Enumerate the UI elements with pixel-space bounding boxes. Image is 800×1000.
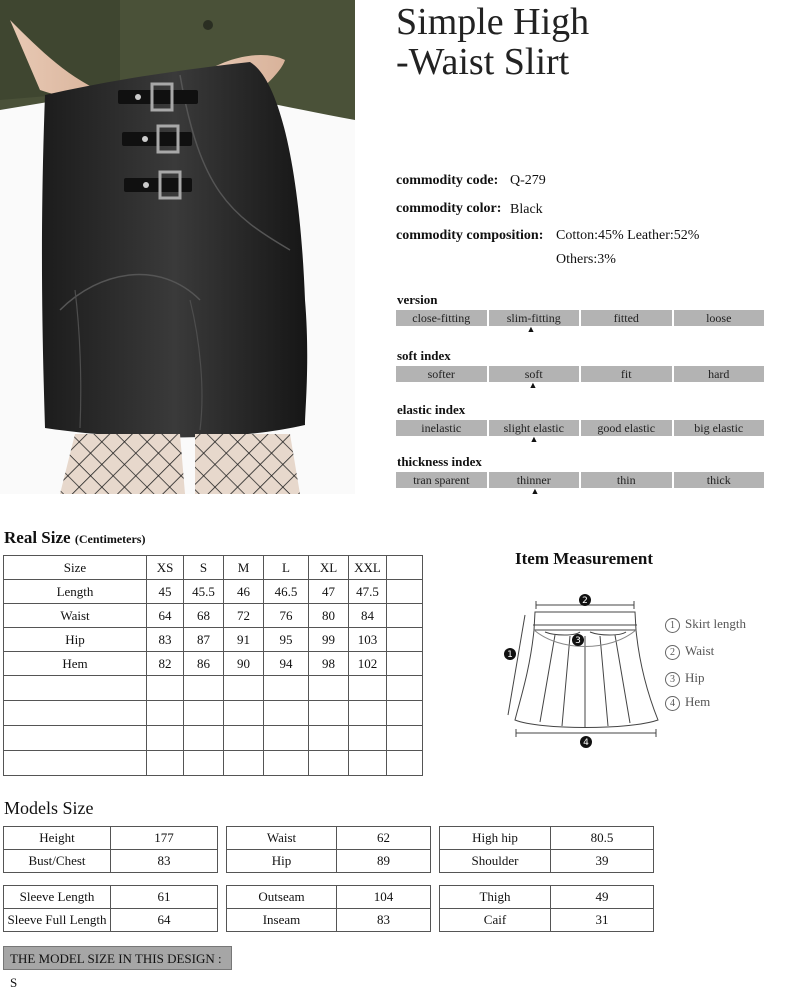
table-cell: 86 [184,652,224,676]
model-value: 83 [111,850,218,873]
table-row [4,580,423,604]
table-row [4,850,218,873]
spec-commodity-color [396,201,543,217]
table-row [4,628,423,652]
row-label: Length [4,580,147,604]
spec-value: Cotton:45% Leather:52% [556,228,700,243]
table-row [227,909,431,932]
legend-hem [665,694,710,711]
attr-option: slim-fitting [489,310,580,326]
model-value: 80.5 [551,827,654,850]
model-label: Sleeve Length [4,886,111,909]
attr-thickness-bar [396,472,764,488]
table-row-empty [4,751,423,776]
model-value: 49 [551,886,654,909]
model-label: Outseam [227,886,337,909]
spec-value-2: Others:3% [556,252,616,267]
table-cell: 83 [147,628,184,652]
table-row [440,909,654,932]
attr-soft-title: soft index [397,348,451,363]
model-label: Height [4,827,111,850]
row-label: Hem [4,652,147,676]
model-table [226,826,431,873]
header-cell: XL [309,556,349,580]
spec-label: commodity code: [396,173,499,188]
attr-version-title: version [397,292,438,307]
table-cell: 46.5 [264,580,309,604]
attr-option: inelastic [396,420,487,436]
legend-number: 2 [665,645,680,660]
table-row [4,886,218,909]
table-row [227,850,431,873]
legend-label: Hip [685,670,705,685]
table-cell: 84 [349,604,387,628]
table-cell: 103 [349,628,387,652]
attr-option: close-fitting [396,310,487,326]
legend-label: Skirt length [685,616,747,631]
selected-marker-icon: ▲ [528,380,538,390]
table-cell: 99 [309,628,349,652]
table-row [440,886,654,909]
table-row [4,652,423,676]
table-cell: 76 [264,604,309,628]
real-size-title [4,528,145,548]
table-row [440,827,654,850]
spec-value: Q-279 [510,173,546,188]
svg-text:2: 2 [582,596,588,606]
model-label: Caif [440,909,551,932]
empty-cell [387,628,423,652]
spec-value: Black [510,202,543,217]
product-title [396,2,589,82]
legend-hip [665,670,705,687]
attr-option: soft [489,366,580,382]
model-size-note: THE MODEL SIZE IN THIS DESIGN : S [3,946,232,970]
table-cell: 90 [224,652,264,676]
svg-text:3: 3 [575,636,581,646]
model-value: 62 [337,827,431,850]
table-cell: 91 [224,628,264,652]
real-size-title-text: Real Size [4,528,71,547]
model-table [439,885,654,932]
legend-skirt-length [665,616,746,633]
header-cell: XXL [349,556,387,580]
model-value: 177 [111,827,218,850]
legend-number: 3 [665,672,680,687]
empty-cell [387,604,423,628]
empty-cell [387,580,423,604]
model-label: Shoulder [440,850,551,873]
model-table [3,885,218,932]
table-row-empty [4,701,423,726]
spec-commodity-composition [396,228,700,267]
row-label: Waist [4,604,147,628]
item-measurement-title: Item Measurement [515,549,654,568]
table-row-empty [4,676,423,701]
selected-marker-icon: ▲ [529,434,539,444]
table-row [4,909,218,932]
model-value: 64 [111,909,218,932]
header-cell: M [224,556,264,580]
real-size-table [3,555,423,776]
attr-option: tran sparent [396,472,487,488]
title-line-1: Simple High [396,1,590,43]
empty-cell [387,556,423,580]
model-value: 61 [111,886,218,909]
model-label: Bust/Chest [4,850,111,873]
svg-text:1: 1 [507,650,513,660]
table-row-empty [4,726,423,751]
header-cell: XS [147,556,184,580]
spec-label: commodity color: [396,201,502,216]
table-cell: 45 [147,580,184,604]
legend-waist [665,643,714,660]
table-row [440,850,654,873]
selected-marker-icon: ▲ [530,486,540,496]
attr-option: hard [674,366,765,382]
attr-option: thin [581,472,672,488]
attr-option: thick [674,472,765,488]
model-value: 83 [337,909,431,932]
table-cell: 46 [224,580,264,604]
model-value: 89 [337,850,431,873]
table-row [4,827,218,850]
model-value: 104 [337,886,431,909]
header-cell: S [184,556,224,580]
table-cell: 87 [184,628,224,652]
attr-option: fit [581,366,672,382]
model-value: 31 [551,909,654,932]
table-cell: 102 [349,652,387,676]
legend-number: 1 [665,618,680,633]
row-label: Hip [4,628,147,652]
model-table [226,885,431,932]
legend-label: Waist [685,643,715,658]
spec-label: commodity composition: [396,228,544,243]
model-table [439,826,654,873]
table-cell: 80 [309,604,349,628]
table-cell: 72 [224,604,264,628]
product-photo [0,0,355,494]
table-cell: 82 [147,652,184,676]
header-cell: Size [4,556,147,580]
attr-elastic-title: elastic index [397,402,466,417]
title-line-2: -Waist Slirt [396,41,570,83]
attr-thickness-title: thickness index [397,454,482,469]
model-value: 39 [551,850,654,873]
legend-label: Hem [685,694,711,709]
model-table [3,826,218,873]
model-label: Sleeve Full Length [4,909,111,932]
table-row [4,604,423,628]
real-size-unit: (Centimeters) [74,532,146,546]
empty-cell [387,652,423,676]
model-label: High hip [440,827,551,850]
spec-commodity-code [396,173,546,189]
table-header-row [4,556,423,580]
attr-option: big elastic [674,420,765,436]
attr-soft-bar [396,366,764,382]
table-cell: 47 [309,580,349,604]
svg-text:4: 4 [583,738,589,748]
attr-version-bar [396,310,764,326]
table-cell: 64 [147,604,184,628]
header-cell: L [264,556,309,580]
model-label: Waist [227,827,337,850]
table-cell: 95 [264,628,309,652]
attr-option: fitted [581,310,672,326]
selected-marker-icon: ▲ [526,324,536,334]
skirt-diagram [500,590,670,760]
table-row [227,827,431,850]
model-label: Hip [227,850,337,873]
attr-option: loose [674,310,765,326]
table-cell: 68 [184,604,224,628]
model-label: Inseam [227,909,337,932]
attr-option: softer [396,366,487,382]
table-cell: 47.5 [349,580,387,604]
table-cell: 45.5 [184,580,224,604]
attr-option: slight elastic [489,420,580,436]
attr-elastic-bar [396,420,764,436]
table-cell: 98 [309,652,349,676]
attr-option: good elastic [581,420,672,436]
attr-option: thinner [489,472,580,488]
table-row [227,886,431,909]
model-label: Thigh [440,886,551,909]
models-size-title: Models Size [4,798,94,818]
table-cell: 94 [264,652,309,676]
legend-number: 4 [665,696,680,711]
